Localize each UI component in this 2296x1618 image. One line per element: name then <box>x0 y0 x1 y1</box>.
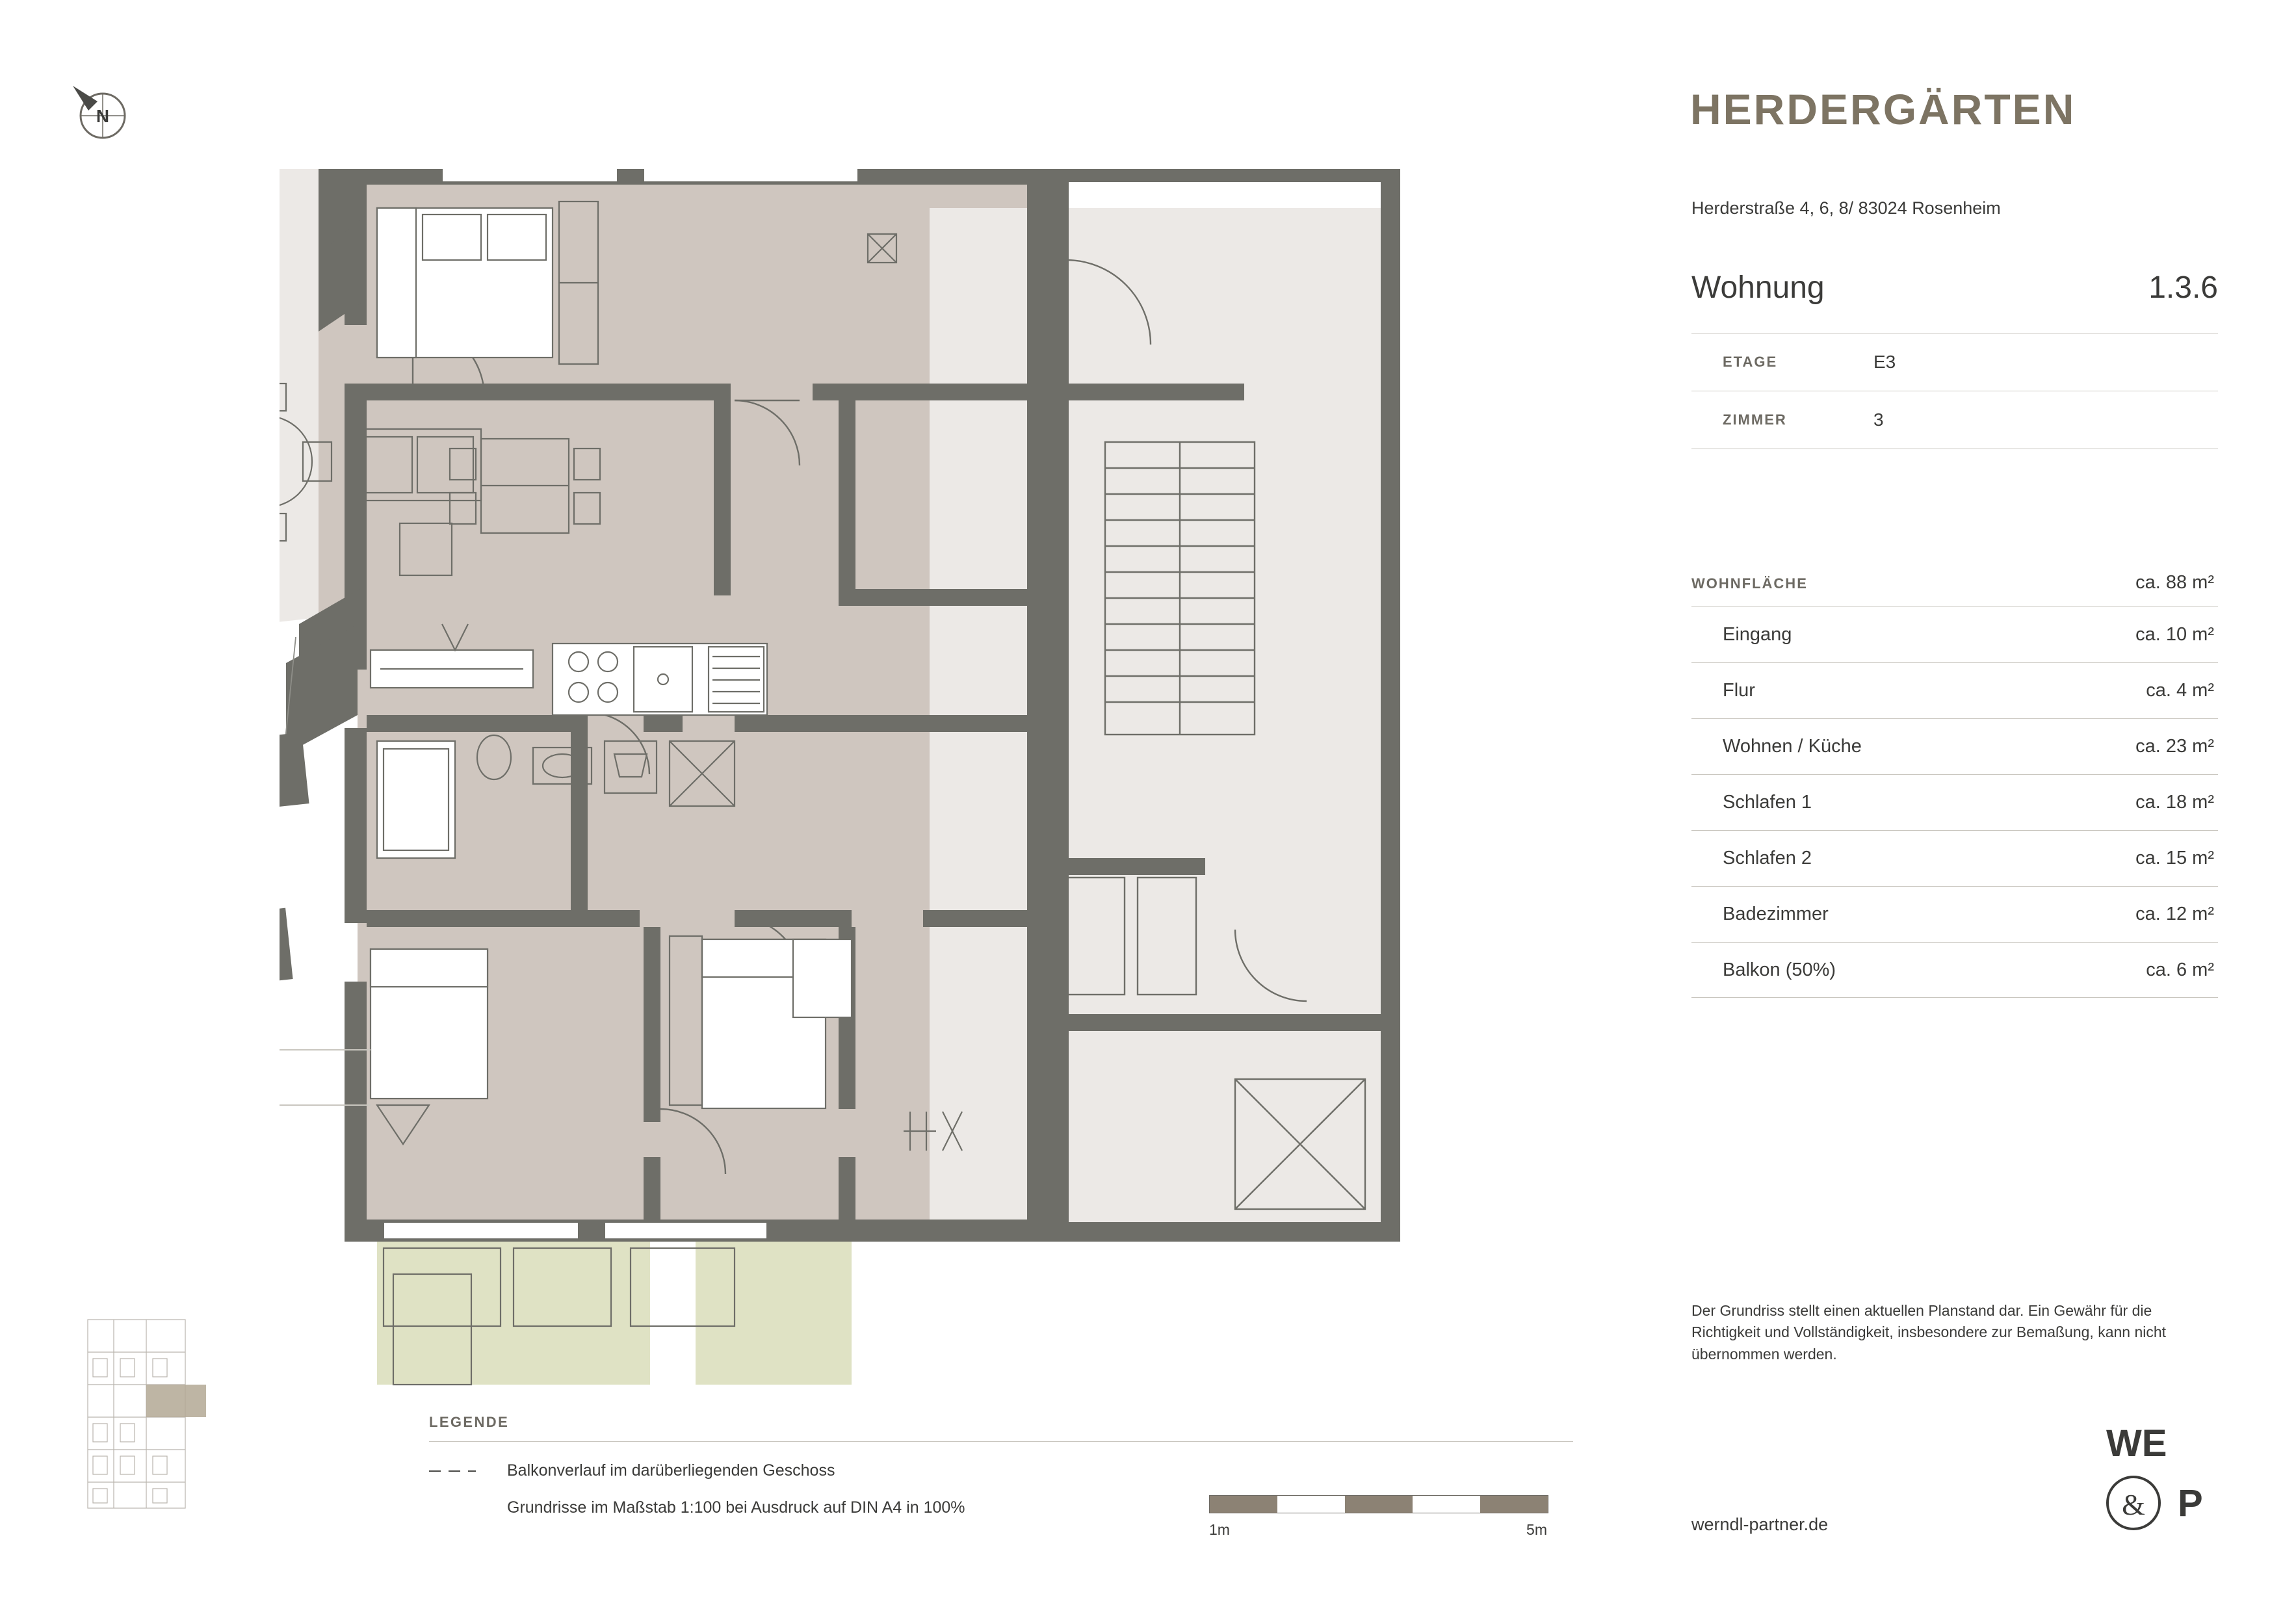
unit-number: 1.3.6 <box>2148 270 2218 305</box>
area-size: ca. 18 m² <box>2135 792 2214 813</box>
area-size: ca. 12 m² <box>2135 904 2214 924</box>
area-name: Eingang <box>1723 624 1792 645</box>
werndl-partner-logo <box>2106 1417 2223 1541</box>
project-title: HERDERGÄRTEN <box>1690 85 2076 133</box>
unit-meta-table <box>1691 333 2218 449</box>
meta-key-etage: ETAGE <box>1723 354 1778 370</box>
legend-scale-note: Grundrisse im Maßstab 1:100 bei Ausdruck auf DIN A4 in 100% <box>507 1498 965 1517</box>
scale-seg-3 <box>1345 1496 1413 1513</box>
unit-label: Wohnung <box>1691 270 1825 305</box>
building-thumbnail <box>75 1307 211 1521</box>
area-row <box>1691 774 2218 830</box>
scale-seg-2 <box>1277 1496 1345 1513</box>
meta-row-zimmer <box>1691 391 2218 449</box>
area-size: ca. 15 m² <box>2135 848 2214 868</box>
scale-seg-5 <box>1480 1496 1548 1513</box>
area-row <box>1691 718 2218 774</box>
area-row <box>1691 830 2218 886</box>
bed-double <box>377 208 553 358</box>
dashed-line-sample <box>429 1470 476 1472</box>
logo-ampersand: & <box>2122 1488 2145 1521</box>
area-size: ca. 10 m² <box>2135 624 2214 645</box>
legend-divider <box>429 1441 1573 1442</box>
area-row <box>1691 607 2218 662</box>
area-name: Schlafen 2 <box>1723 848 1812 868</box>
area-total-value: ca. 88 m² <box>2135 572 2214 593</box>
area-name: Badezimmer <box>1723 904 1829 924</box>
area-table <box>1691 572 2218 998</box>
scale-bar-graphic <box>1209 1495 1548 1513</box>
scale-label-min: 1m <box>1209 1521 1230 1538</box>
website-label: werndl-partner.de <box>1691 1515 1829 1534</box>
meta-key-zimmer: ZIMMER <box>1723 411 1787 428</box>
area-name: Balkon (50%) <box>1723 959 1836 980</box>
area-name: Wohnen / Küche <box>1723 736 1862 757</box>
meta-value-etage: E3 <box>1873 352 1896 372</box>
scale-label-max: 5m <box>1526 1521 1547 1538</box>
info-panel <box>1690 0 2296 1618</box>
scale-seg-4 <box>1413 1496 1480 1513</box>
compass-north-label: N <box>96 106 110 126</box>
area-name: Flur <box>1723 680 1755 701</box>
legend-dashed-label: Balkonverlauf im darüberliegenden Geschoss <box>507 1461 835 1480</box>
compass-icon <box>57 70 148 161</box>
meta-row-etage <box>1691 333 2218 391</box>
scale-bar <box>1209 1495 1586 1539</box>
area-size: ca. 4 m² <box>2146 680 2214 701</box>
area-size: ca. 6 m² <box>2146 959 2214 980</box>
area-total-label: WOHNFLÄCHE <box>1691 575 1808 592</box>
logo-line1: WE <box>2106 1422 2167 1465</box>
unit-header <box>1691 270 2218 306</box>
scale-seg-1 <box>1210 1496 1277 1513</box>
area-row <box>1691 662 2218 718</box>
area-size: ca. 23 m² <box>2135 736 2214 757</box>
project-address: Herderstraße 4, 6, 8/ 83024 Rosenheim <box>1691 198 2001 218</box>
logo-line2: P <box>2178 1482 2203 1524</box>
area-row <box>1691 886 2218 942</box>
bathtub <box>377 741 455 858</box>
disclaimer-text: Der Grundriss stellt einen aktuellen Planstand dar. Ein Gewähr für die Richtigkeit und Vollständigkeit, insbesondere zur Bemaßung, kann nicht übernommen werden. <box>1691 1302 2167 1363</box>
meta-value-zimmer: 3 <box>1873 410 1884 430</box>
floorplan-drawing <box>280 169 1495 1398</box>
area-total-row <box>1691 572 2218 607</box>
area-name: Schlafen 1 <box>1723 792 1812 813</box>
area-row <box>1691 942 2218 998</box>
legend-title: LEGENDE <box>429 1414 510 1430</box>
legend-row-dashed <box>429 1461 1632 1480</box>
